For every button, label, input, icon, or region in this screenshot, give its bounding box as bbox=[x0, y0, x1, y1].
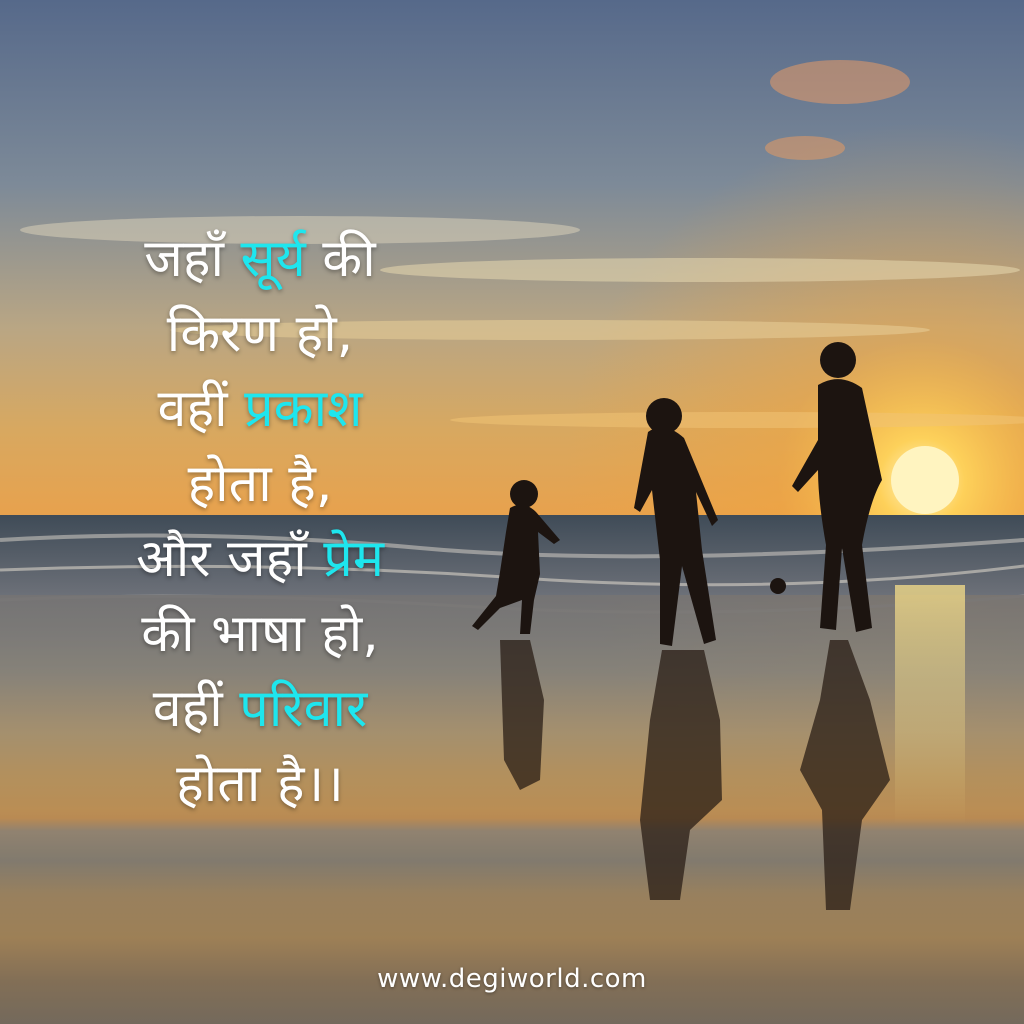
quote-text: की भाषा हो, bbox=[141, 604, 379, 664]
quote-text: होता है, bbox=[187, 454, 333, 514]
quote-line bbox=[40, 297, 480, 372]
quote-line bbox=[40, 672, 480, 747]
quote-highlight-word: प्रकाश bbox=[244, 379, 363, 439]
quote-text: जहाँ bbox=[144, 229, 241, 289]
quote-highlight-word: सूर्य bbox=[240, 229, 306, 289]
quote-line bbox=[40, 222, 480, 297]
sun-reflection bbox=[895, 585, 965, 825]
quote-text: होता है।। bbox=[176, 754, 344, 814]
quote-highlight-word: परिवार bbox=[239, 679, 368, 739]
hindi-quote bbox=[40, 222, 480, 822]
quote-text: वहीं bbox=[152, 679, 240, 739]
quote-highlight-word: प्रेम bbox=[323, 529, 384, 589]
website-watermark: www.degiworld.com bbox=[377, 964, 647, 994]
quote-text: की bbox=[305, 229, 376, 289]
sun bbox=[891, 446, 959, 514]
quote-line bbox=[40, 522, 480, 597]
quote-line bbox=[40, 447, 480, 522]
quote-line bbox=[40, 372, 480, 447]
quote-text: किरण हो, bbox=[166, 304, 354, 364]
quote-text: और जहाँ bbox=[136, 529, 324, 589]
quote-line bbox=[40, 597, 480, 672]
quote-text: वहीं bbox=[157, 379, 245, 439]
quote-line bbox=[40, 747, 480, 822]
